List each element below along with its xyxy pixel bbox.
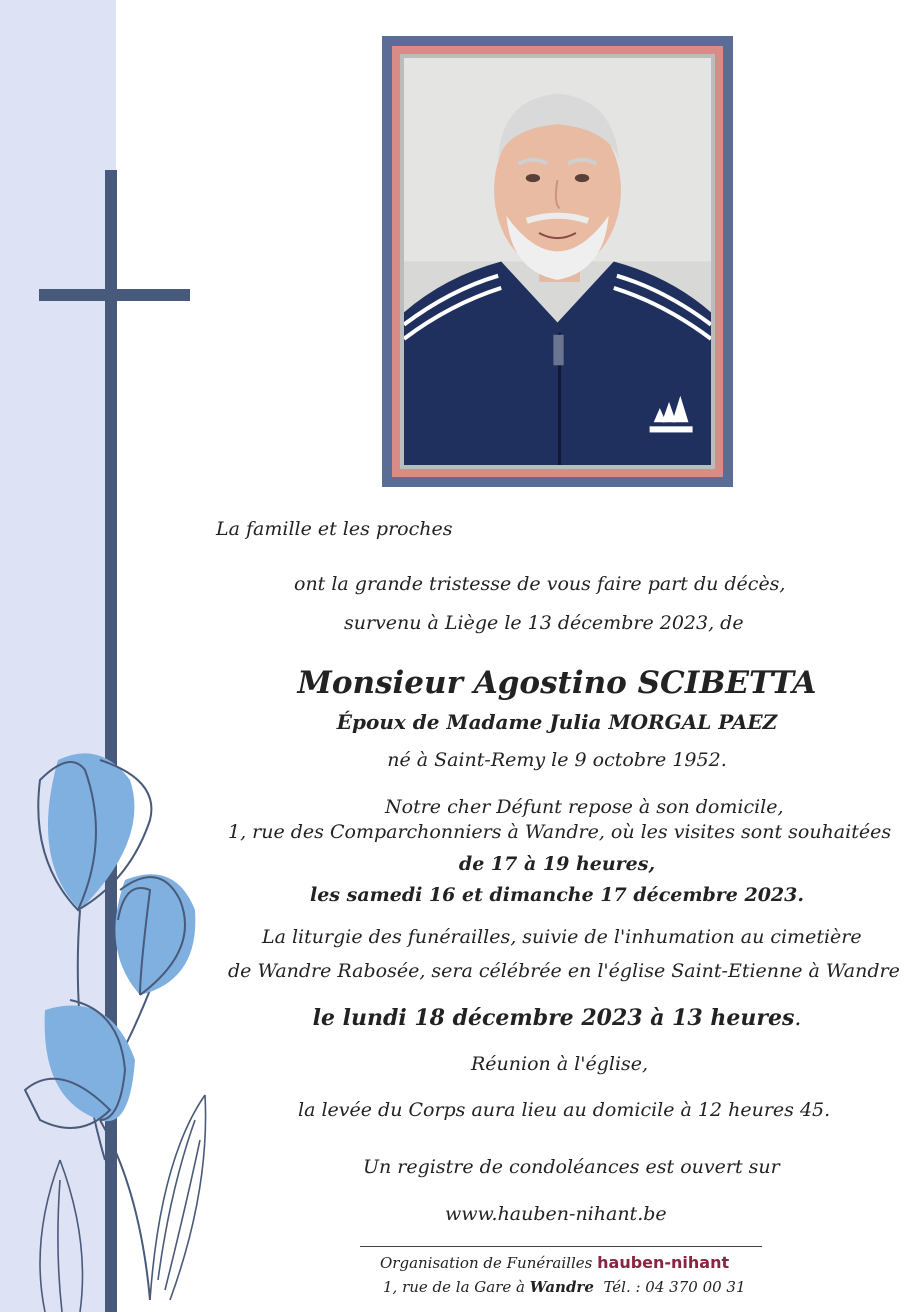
cross-horizontal: [39, 289, 190, 301]
announcement-line2: survenu à Liège le 13 décembre 2023, de: [344, 612, 744, 634]
portrait-frame: [382, 36, 733, 487]
liturgy-line1: La liturgie des funérailles, suivie de l'inhumation au cimetière: [262, 926, 862, 948]
intro-text: La famille et les proches: [216, 518, 453, 540]
visiting-dates: les samedi 16 et dimanche 17 décembre 2023.: [310, 884, 804, 906]
portrait-photo: [404, 58, 711, 465]
footer-phone: Tél. : 04 370 00 31: [603, 1278, 746, 1296]
spouse-line: Époux de Madame Julia MORGAL PAEZ: [336, 710, 778, 734]
tulip-middle-icon: [115, 874, 195, 995]
visiting-hours: de 17 à 19 heures,: [458, 853, 656, 875]
footer-org-line: [380, 1252, 729, 1274]
announcement-line1: ont la grande tristesse de vous faire part du décès,: [294, 573, 786, 595]
website-link[interactable]: www.hauben-nihant.be: [445, 1203, 667, 1225]
footer-org-prefix: Organisation de Funérailles: [380, 1254, 593, 1272]
tulip-lower-icon: [25, 1000, 135, 1128]
liturgy-line2: de Wandre Rabosée, sera célébrée en l'église Saint-Etienne à Wandre: [228, 960, 900, 982]
brand-logo: hauben-nihant: [597, 1253, 730, 1272]
footer-address-town: Wandre: [529, 1278, 594, 1296]
tulip-flowers-illustration: [0, 740, 230, 1312]
birth-line: né à Saint-Remy le 9 octobre 1952.: [387, 749, 727, 771]
footer-address-line: [383, 1276, 746, 1298]
repose-line2: 1, rue des Comparchonniers à Wandre, où les visites sont souhaitées: [228, 821, 892, 843]
levee-line: la levée du Corps aura lieu au domicile à 12 heures 45.: [298, 1099, 831, 1121]
registry-line: Un registre de condoléances est ouvert sur: [363, 1156, 780, 1178]
funeral-date-period: .: [794, 1006, 802, 1031]
funeral-date: le lundi 18 décembre 2023 à 13 heures: [312, 1005, 795, 1031]
funeral-date-line: [257, 1004, 857, 1033]
footer-divider: [360, 1246, 762, 1247]
reunion-line: Réunion à l'église,: [471, 1053, 649, 1075]
repose-line1: Notre cher Défunt repose à son domicile,: [385, 796, 784, 818]
footer-address-prefix: 1, rue de la Gare à: [383, 1278, 525, 1296]
deceased-name: Monsieur Agostino SCIBETTA: [297, 665, 817, 701]
